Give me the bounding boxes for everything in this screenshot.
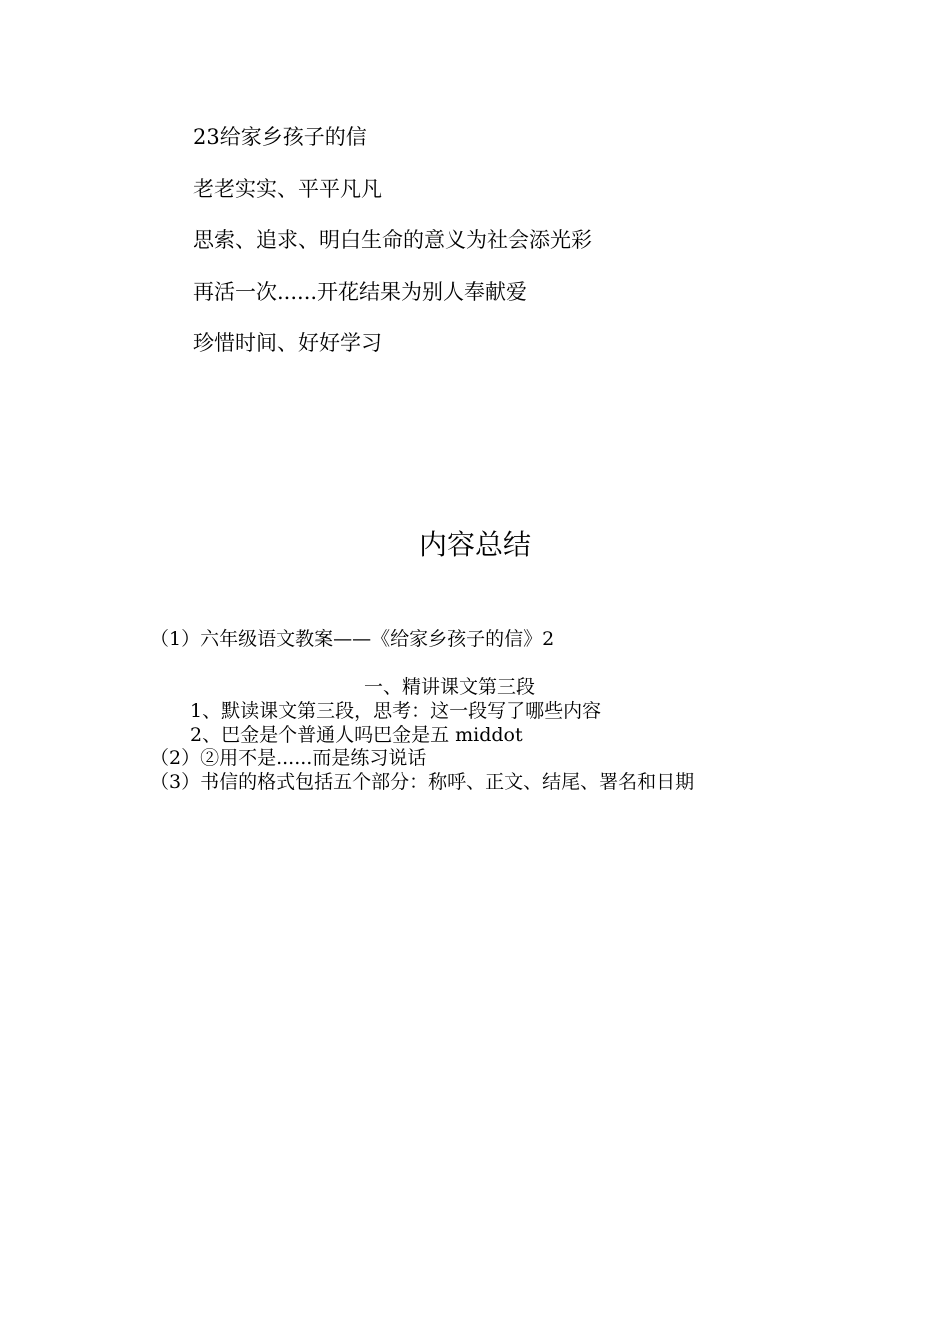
summary-subheading: 一、精讲课文第三段	[364, 676, 536, 698]
lesson-title: 23给家乡孩子的信	[193, 125, 367, 149]
summary-item: （1）六年级语文教案——《给家乡孩子的信》2	[150, 628, 555, 650]
text-line: 再活一次......开花结果为别人奉献爱	[193, 280, 528, 304]
text-line: 珍惜时间、好好学习	[193, 331, 382, 355]
text-line: 老老实实、平平凡凡	[193, 177, 382, 201]
text-line: 思索、追求、明白生命的意义为社会添光彩	[193, 228, 592, 252]
summary-heading: 内容总结	[418, 528, 531, 561]
summary-item: （3）书信的格式包括五个部分：称呼、正文、结尾、署名和日期	[150, 771, 695, 793]
summary-item: 1、默读课文第三段，思考：这一段写了哪些内容	[190, 700, 602, 722]
summary-item: 2、巴金是个普通人吗巴金是五 middot	[190, 724, 523, 746]
summary-item: （2）②用不是......而是练习说话	[150, 747, 427, 769]
